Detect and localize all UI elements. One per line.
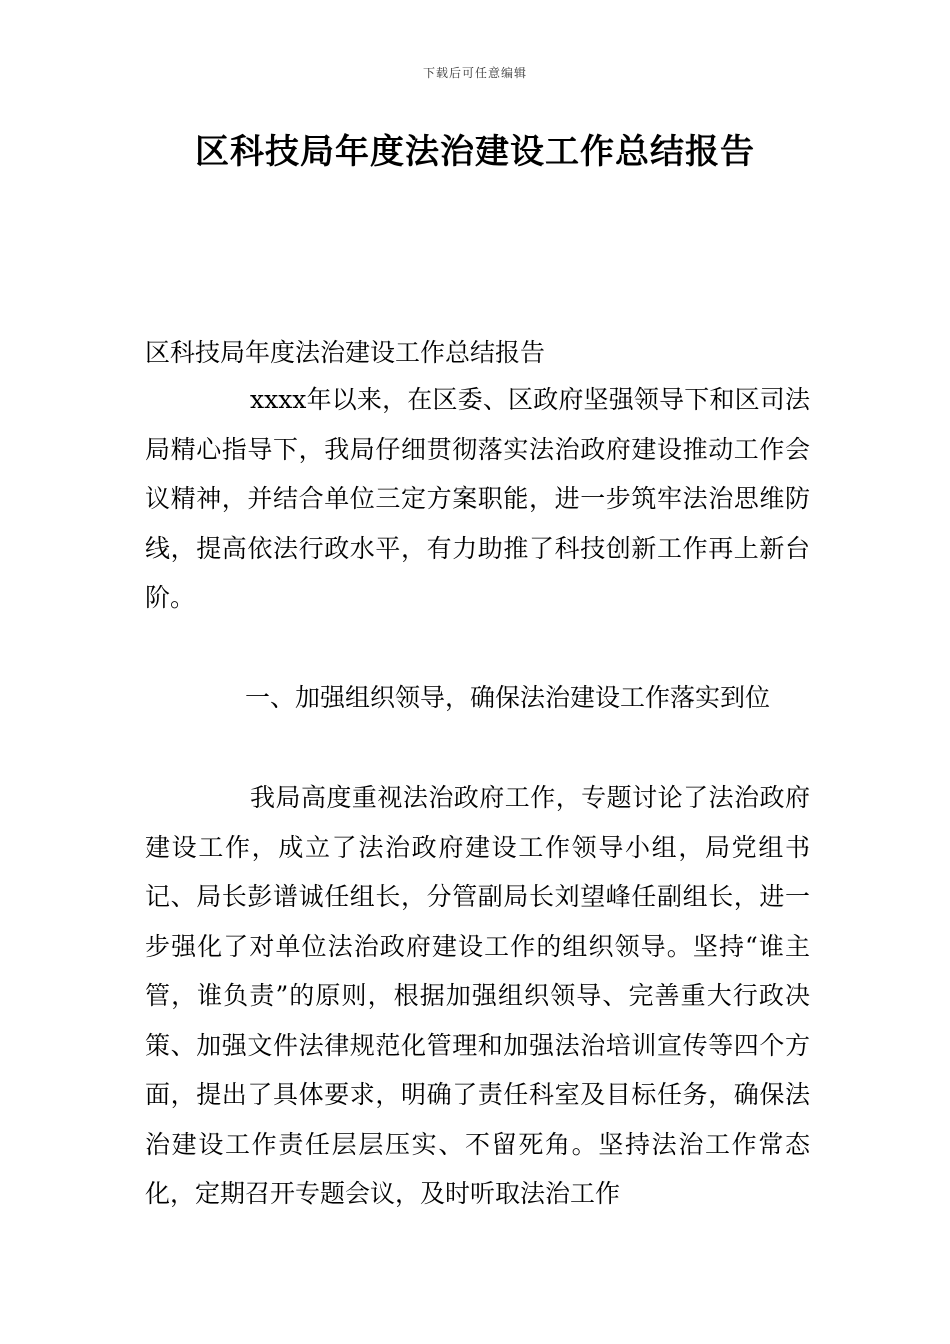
paragraph-intro: xxxx年以来，在区委、区政府坚强领导下和区司法局精心指导下，我局仔细贯彻落实法治政府建设推动工作会议精神，并结合单位三定方案职能，进一步筑牢法治思维防线，提高依法行政水平，有力助推了科技创新工作再上新台阶。 <box>145 385 810 612</box>
paragraph-section-1: 我局高度重视法治政府工作，专题讨论了法治政府建设工作，成立了法治政府建设工作领导小组，局党组书记、局长彭谱诚任组长，分管副局长刘望峰任副组长，进一步强化了对单位法治政府建设工作的组织领导。坚持“谁主管，谁负责”的原则，根据加强组织领导、完善重大行政决策、加强文件法律规范化管理和加强法治培训宣传等四个方面，提出了具体要求，明确了责任科室及目标任务，确保法治建设工作责任层层压实、不留死角。坚持法治工作常态化，定期召开专题会议，及时听取法治工作 <box>145 783 810 1208</box>
section-heading-1: 一、加强组织领导，确保法治建设工作落实到位 <box>245 683 771 712</box>
header-note: 下载后可任意编辑 <box>422 66 527 80</box>
document-title: 区科技局年度法治建设工作总结报告 <box>195 132 755 172</box>
document-subtitle: 区科技局年度法治建设工作总结报告 <box>145 338 546 367</box>
